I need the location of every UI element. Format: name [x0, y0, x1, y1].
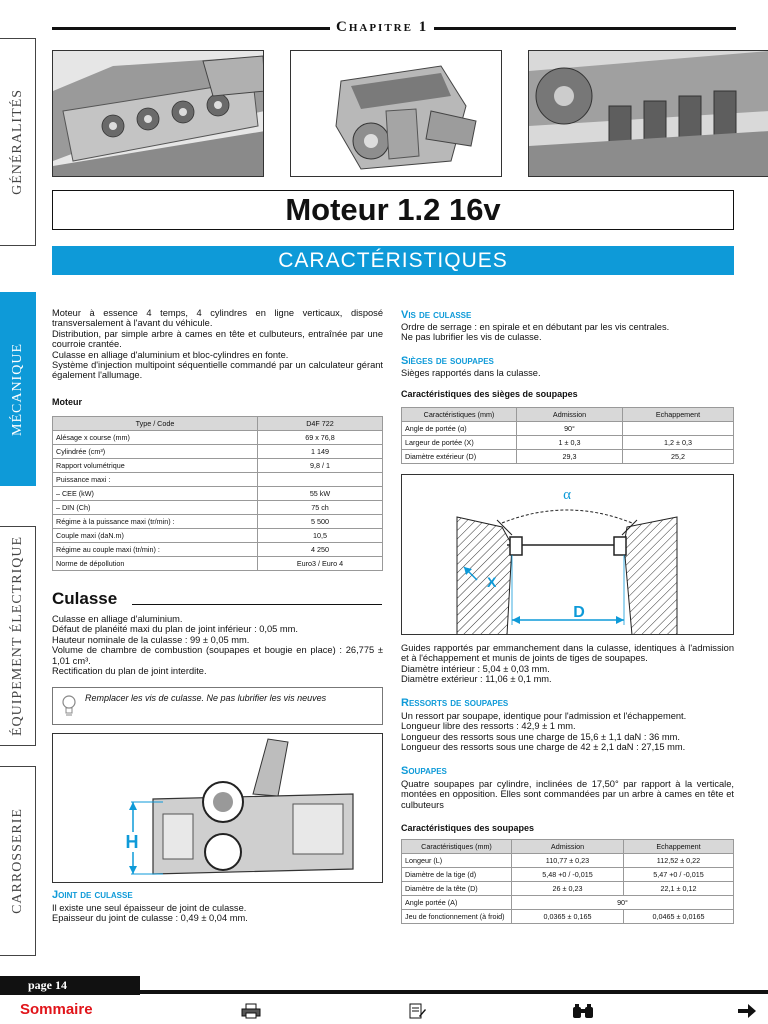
page-title: Moteur 1.2 16v [285, 192, 501, 227]
soupapes-caption: Caractéristiques des soupapes [401, 823, 535, 833]
table-cell: Angle portée (A) [402, 896, 512, 910]
table-header: Echappement [624, 840, 734, 854]
culasse-rule [132, 604, 382, 605]
sieges-heading: Sièges de soupapes [401, 355, 494, 367]
next-arrow-icon[interactable] [737, 1003, 757, 1024]
table-cell: 9,8 / 1 [258, 459, 383, 473]
table-cell: – DIN (Ch) [53, 501, 258, 515]
table-header: Caractéristiques (mm) [402, 840, 512, 854]
guides-line: Guides rapportés par emmanchement dans la culasse, identiques à l'admission et à l'échappement et munis de joints de tiges de soupapes. [401, 643, 734, 664]
moteur-table [52, 416, 383, 571]
table-cell: Longeur (L) [402, 854, 512, 868]
table-row [53, 557, 383, 571]
soupapes-table [401, 839, 734, 924]
document-edit-icon[interactable] [409, 1003, 427, 1024]
ressorts-line: Un ressort par soupape, identique pour l'admission et l'échappement. [401, 711, 687, 721]
table-header: Echappement [623, 408, 734, 422]
table-row [53, 543, 383, 557]
culasse-drawing [52, 733, 383, 883]
vis-heading: Vis de culasse [401, 309, 472, 321]
culasse-heading: Culasse [52, 589, 118, 608]
soupapes-heading: Soupapes [401, 765, 447, 777]
binoculars-icon[interactable] [572, 1003, 594, 1024]
vis-line: Ne pas lubrifier les vis de culasse. [401, 332, 542, 343]
page-number: page 14 [0, 976, 140, 995]
sommaire-link[interactable]: Sommaire [20, 1001, 93, 1018]
table-cell: 5 500 [258, 515, 383, 529]
table-row [402, 882, 734, 896]
joint-text [52, 903, 383, 924]
soupapes-text: Quatre soupapes par cylindre, inclinées de 17,50° par rapport à la verticale, montées en opposition. Elles sont commandées par un arbre à cames en tête et culbuteurs [401, 779, 734, 810]
tab-label: GÉNÉRALITÉS [9, 89, 25, 195]
table-cell: 112,52 ± 0,22 [624, 854, 734, 868]
table-cell: Diamètre de la tête (D) [402, 882, 512, 896]
engine-photo-3 [528, 50, 768, 177]
table-row [402, 854, 734, 868]
table-header-row [402, 408, 734, 422]
table-cell: 10,5 [258, 529, 383, 543]
table-header: Caractéristiques (mm) [402, 408, 517, 422]
tab-label: MÉCANIQUE [9, 342, 25, 436]
table-cell: Euro3 / Euro 4 [258, 557, 383, 571]
vis-text [401, 322, 734, 343]
guides-line: Diamètre extérieur : 11,06 ± 0,1 mm. [401, 674, 552, 685]
height-label: H [125, 832, 139, 852]
section-banner [52, 246, 734, 275]
table-row [53, 459, 383, 473]
lightbulb-icon [61, 694, 77, 723]
table-cell: Diamètre de la tige (d) [402, 868, 512, 882]
culasse-line: Défaut de planéité maxi du plan de joint inférieur : 0,05 mm. [52, 624, 298, 635]
table-cell: Puissance maxi : [53, 473, 258, 487]
warning-note [52, 687, 383, 725]
tab-generalites[interactable] [0, 38, 36, 246]
culasse-line: Culasse en alliage d'aluminium. [52, 614, 183, 624]
table-cell: Régime au couple maxi (tr/min) : [53, 543, 258, 557]
ressorts-text [401, 711, 734, 753]
table-cell: Alésage x course (mm) [53, 431, 258, 445]
table-row [53, 431, 383, 445]
vis-line: Ordre de serrage : en spirale et en débutant par les vis centrales. [401, 322, 670, 332]
table-cell: 110,77 ± 0,23 [512, 854, 624, 868]
table-row [53, 529, 383, 543]
table-cell: Norme de dépollution [53, 557, 258, 571]
tab-carrosserie[interactable] [0, 766, 36, 956]
table-cell: 26 ± 0,23 [512, 882, 624, 896]
table-cell: 5,48 +0 / -0,015 [512, 868, 624, 882]
x-label: X [487, 574, 497, 590]
intro-line: Système d'injection multipoint séquentielle commandé par un calculateur gérant également l'allumage. [52, 360, 383, 381]
intro-line: Moteur à essence 4 temps, 4 cylindres en ligne verticaux, disposé transversalement à l'avant du véhicule. [52, 308, 383, 329]
table-row [402, 422, 734, 436]
culasse-line: Volume de chambre de combustion (soupapes et bougie en place) : 26,775 ± 1,01 cm³. [52, 645, 383, 666]
intro-text [52, 308, 383, 381]
tab-equipement-electrique[interactable] [0, 526, 36, 746]
valve-seat-drawing [401, 474, 734, 635]
table-row [53, 445, 383, 459]
table-header: D4F 722 [258, 417, 383, 431]
alpha-label: α [563, 487, 571, 503]
guides-line: Diamètre intérieur : 5,04 ± 0,03 mm. [401, 663, 550, 674]
table-row [53, 515, 383, 529]
table-row [402, 896, 734, 910]
table-cell: 1,2 ± 0,3 [623, 436, 734, 450]
chapter-label: Chapitre 1 [330, 19, 434, 36]
print-icon[interactable] [241, 1003, 261, 1024]
guides-text [401, 643, 734, 685]
table-cell: 69 x 76,8 [258, 431, 383, 445]
tab-label: ÉQUIPEMENT ÉLECTRIQUE [9, 536, 25, 736]
joint-line: Epaisseur du joint de culasse : 0,49 ± 0,04 mm. [52, 913, 248, 924]
table-cell: 5,47 +0 / -0,015 [624, 868, 734, 882]
warning-note-text: Remplacer les vis de culasse. Ne pas lubrifier les vis neuves [85, 693, 327, 703]
sieges-text: Sièges rapportés dans la culasse. [401, 368, 541, 378]
tab-mecanique[interactable] [0, 292, 36, 486]
table-header-row [53, 417, 383, 431]
table-header-row [402, 840, 734, 854]
table-cell: Cylindrée (cm³) [53, 445, 258, 459]
table-cell [258, 473, 383, 487]
moteur-caption: Moteur [52, 397, 82, 407]
table-row [53, 473, 383, 487]
table-header: Admission [512, 840, 624, 854]
table-cell: 29,3 [517, 450, 623, 464]
table-header: Type / Code [53, 417, 258, 431]
table-cell: 55 kW [258, 487, 383, 501]
engine-photo-1 [52, 50, 264, 177]
table-row [402, 910, 734, 924]
culasse-text [52, 614, 383, 676]
table-cell: 90° [517, 422, 623, 436]
footer-rule [140, 990, 768, 994]
table-cell: 25,2 [623, 450, 734, 464]
ressorts-line: Longueur des ressorts sous une charge de 42 ± 2,1 daN : 27,15 mm. [401, 742, 686, 753]
table-row [402, 868, 734, 882]
tab-label: CARROSSERIE [9, 808, 25, 914]
table-cell: Jeu de fonctionnement (à froid) [402, 910, 512, 924]
table-cell: Largeur de portée (X) [402, 436, 517, 450]
ressorts-heading: Ressorts de soupapes [401, 697, 509, 709]
table-cell: 1 ± 0,3 [517, 436, 623, 450]
table-cell: – CEE (kW) [53, 487, 258, 501]
table-row [53, 487, 383, 501]
ressorts-line: Longueur des ressorts sous une charge de 15,6 ± 1,1 daN : 36 mm. [401, 731, 681, 742]
culasse-line: Rectification du plan de joint interdite. [52, 666, 207, 677]
d-label: D [573, 604, 585, 621]
ressorts-line: Longueur libre des ressorts : 42,9 ± 1 mm. [401, 721, 576, 732]
intro-line: Culasse en alliage d'aluminium et bloc-cylindres en fonte. [52, 349, 289, 360]
table-cell: 1 149 [258, 445, 383, 459]
table-cell: 0,0465 ± 0,0165 [624, 910, 734, 924]
table-cell: Couple maxi (daN.m) [53, 529, 258, 543]
banner-title: CARACTÉRISTIQUES [278, 248, 508, 272]
culasse-line: Hauteur nominale de la culasse : 99 ± 0,05 mm. [52, 634, 250, 645]
table-header: Admission [517, 408, 623, 422]
intro-line: Distribution, par simple arbre à cames en tête et culbuteurs, entraînée par une courroie crantée. [52, 328, 383, 350]
table-cell: Angle de portée (α) [402, 422, 517, 436]
table-row [402, 436, 734, 450]
table-cell: 0,0365 ± 0,165 [512, 910, 624, 924]
table-cell [623, 422, 734, 436]
table-cell: 4 250 [258, 543, 383, 557]
table-cell: Rapport volumétrique [53, 459, 258, 473]
table-cell: Régime à la puissance maxi (tr/min) : [53, 515, 258, 529]
sieges-caption: Caractéristiques des sièges de soupapes [401, 389, 578, 399]
joint-line: Il existe une seul épaisseur de joint de culasse. [52, 903, 247, 913]
table-row [53, 501, 383, 515]
title-box [52, 190, 734, 230]
sieges-table [401, 407, 734, 464]
table-row [402, 450, 734, 464]
joint-heading: Joint de culasse [52, 889, 133, 901]
engine-photo-2 [290, 50, 502, 177]
table-cell: 90° [512, 896, 734, 910]
table-cell: Diamètre extérieur (D) [402, 450, 517, 464]
table-cell: 22,1 ± 0,12 [624, 882, 734, 896]
table-cell: 75 ch [258, 501, 383, 515]
